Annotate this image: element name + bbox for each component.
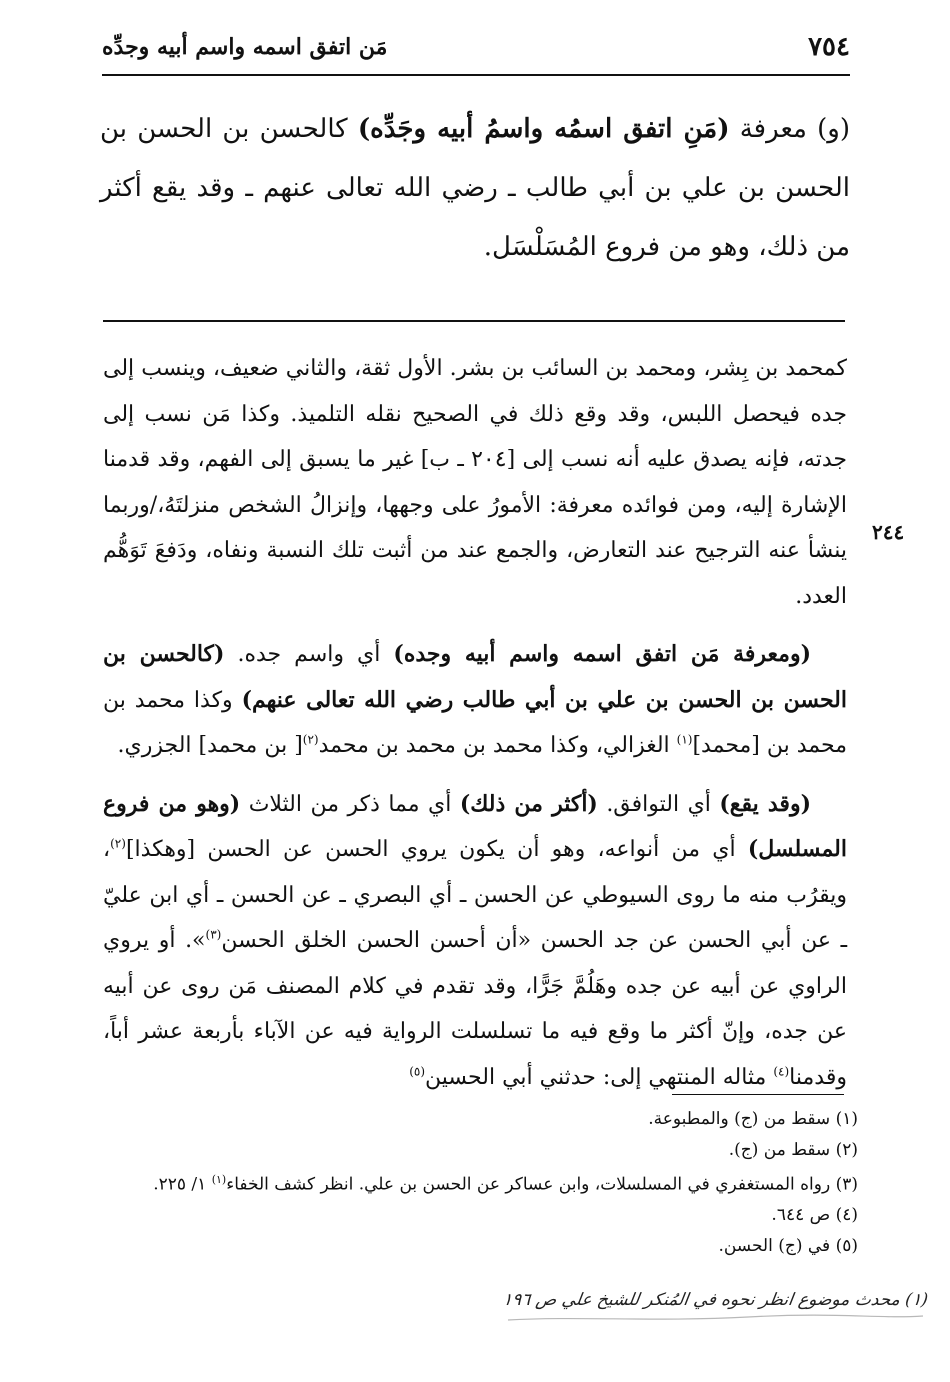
commentary-paragraph-2 bbox=[103, 632, 847, 769]
matn-emphasis: (مَنِ اتفق اسمُه واسمُ أبيه وجَدِّه) bbox=[357, 114, 730, 144]
bold-segment: (وهو من فروع المسلسل) bbox=[103, 790, 847, 862]
text-segment: [ بن محمد] الجزري. bbox=[117, 733, 303, 758]
text-segment: مثاله المنتهي إلى: حدثني أبي الحسين bbox=[425, 1064, 774, 1090]
text-segment: ، ويقرُب منه ما روى السيوطي عن الحسن ـ أي البصري ـ عن الحسن ـ أي ابن عليّ ـ عن أبي الحسن عن جد الحسن «أن أحسن الحسن الخلق الحسن bbox=[103, 837, 848, 953]
text-segment: أي التوافق. bbox=[597, 791, 720, 817]
matn-text bbox=[100, 100, 850, 277]
footnote-ref: (٤) bbox=[773, 1064, 790, 1079]
footnote-divider bbox=[672, 1094, 844, 1095]
page-number: ٧٥٤ bbox=[808, 32, 850, 62]
footnote-ref: (٢) bbox=[302, 732, 319, 747]
matn-open: (و) معرفة bbox=[729, 114, 850, 144]
page-header bbox=[102, 28, 850, 72]
footnotes bbox=[98, 1104, 858, 1261]
margin-page-number: ٢٤٤ bbox=[872, 520, 905, 544]
footnote-4: (٤) ص ٦٤٤. bbox=[771, 1205, 858, 1226]
text-segment: أي مما ذكر من الثلاث bbox=[240, 791, 460, 817]
commentary-body bbox=[103, 346, 847, 1113]
commentary-paragraph-1: كمحمد بن بِشر، ومحمد بن السائب بن بشر. الأول ثقة، والثاني ضعيف، وينسب إلى جده فيحصل اللبس، وقد وقع ذلك في الصحيح نقله التلميذ. وكذا مَن نسب إلى جدته، فإنه يصدق عليه أنه نسب إلى [٢٠٤ ـ ب] غير ما يسبق إلى الفهم، وقد قدمنا الإشارة إليه، ومن فوائده معرفة: الأمورُ على وجهها، وإنزالُ الشخص منزلتَهُ،/وربما ينشأ عنه الترجيح عند التعارض، والجمع عند من أثبت تلك النسبة ونفاه، ودَفعَ تَوَهُّم العدد. bbox=[103, 356, 847, 609]
footnote-3-citation: ١/ ٢٢٥. bbox=[153, 1174, 212, 1195]
section-divider bbox=[103, 320, 845, 322]
bold-segment: (وقد يقع) bbox=[719, 790, 811, 817]
footnote-2: (٢) سقط من (ج). bbox=[728, 1139, 858, 1160]
handwritten-ref-mark: (١) bbox=[211, 1173, 227, 1186]
handwritten-note-text: (١) محدث موضوع انظر نحوه في المُنكر للشيخ علي ص ١٩٦ bbox=[501, 1290, 930, 1310]
text-segment: أي من أنواعه، وهو أن يكون يروي الحسن عن الحسن [وهكذا] bbox=[125, 837, 748, 862]
footnote-ref: (٢) bbox=[110, 836, 126, 851]
footnote-ref: (٥) bbox=[409, 1064, 426, 1079]
bold-segment: (كالحسن بن الحسن بن الحسن بن علي بن أبي طالب رضي الله تعالى عنهم) bbox=[103, 641, 847, 713]
footnote-1: (١) سقط من (ج) والمطبوعة. bbox=[648, 1109, 858, 1129]
footnote-ref: (١) bbox=[676, 732, 693, 747]
text-segment: الغزالي، وكذا محمد بن محمد بن محمد bbox=[318, 733, 677, 758]
footnote-ref: (٣) bbox=[205, 927, 222, 942]
footnote-3-text: (٣) رواه المستغفري في المسلسلات، وابن عساكر عن الحسن بن علي. انظر كشف الخفاء bbox=[226, 1174, 858, 1195]
text-segment: ». أو يروي الراوي عن أبيه عن جده وهَلُمَّ جَرًّا، وقد تقدم في كلام المصنف مَن روى عن أبيه عن جده، وإنّ أكثر ما وقع فيه ما تسلسلت الرواية فيه عن الآباء بأربعة عشر أباً، وقدمنا bbox=[103, 928, 847, 1090]
commentary-paragraph-3 bbox=[103, 782, 847, 1101]
text-segment: وكذا محمد بن محمد بن [محمد] bbox=[103, 687, 847, 758]
bold-segment: (أكثر من ذلك) bbox=[459, 790, 598, 817]
text-segment: أي واسم جده. bbox=[224, 642, 394, 667]
bold-segment: (ومعرفة مَن اتفق اسمه واسم أبيه وجده) bbox=[393, 641, 811, 667]
matn-rest: كالحسن بن الحسن بن الحسن بن علي بن أبي طالب ـ رضي الله تعالى عنهم ـ وقد يقع أكثر من ذلك، وهو من فروع المُسَلْسَل. bbox=[100, 114, 850, 262]
running-title: مَن اتفق اسمه واسم أبيه وجدِّه bbox=[102, 34, 388, 60]
handwritten-annotation bbox=[498, 1286, 928, 1326]
header-rule bbox=[102, 74, 850, 76]
footnote-5: (٥) في (ج) الحسن. bbox=[718, 1235, 858, 1256]
footnote-3 bbox=[98, 1165, 858, 1200]
